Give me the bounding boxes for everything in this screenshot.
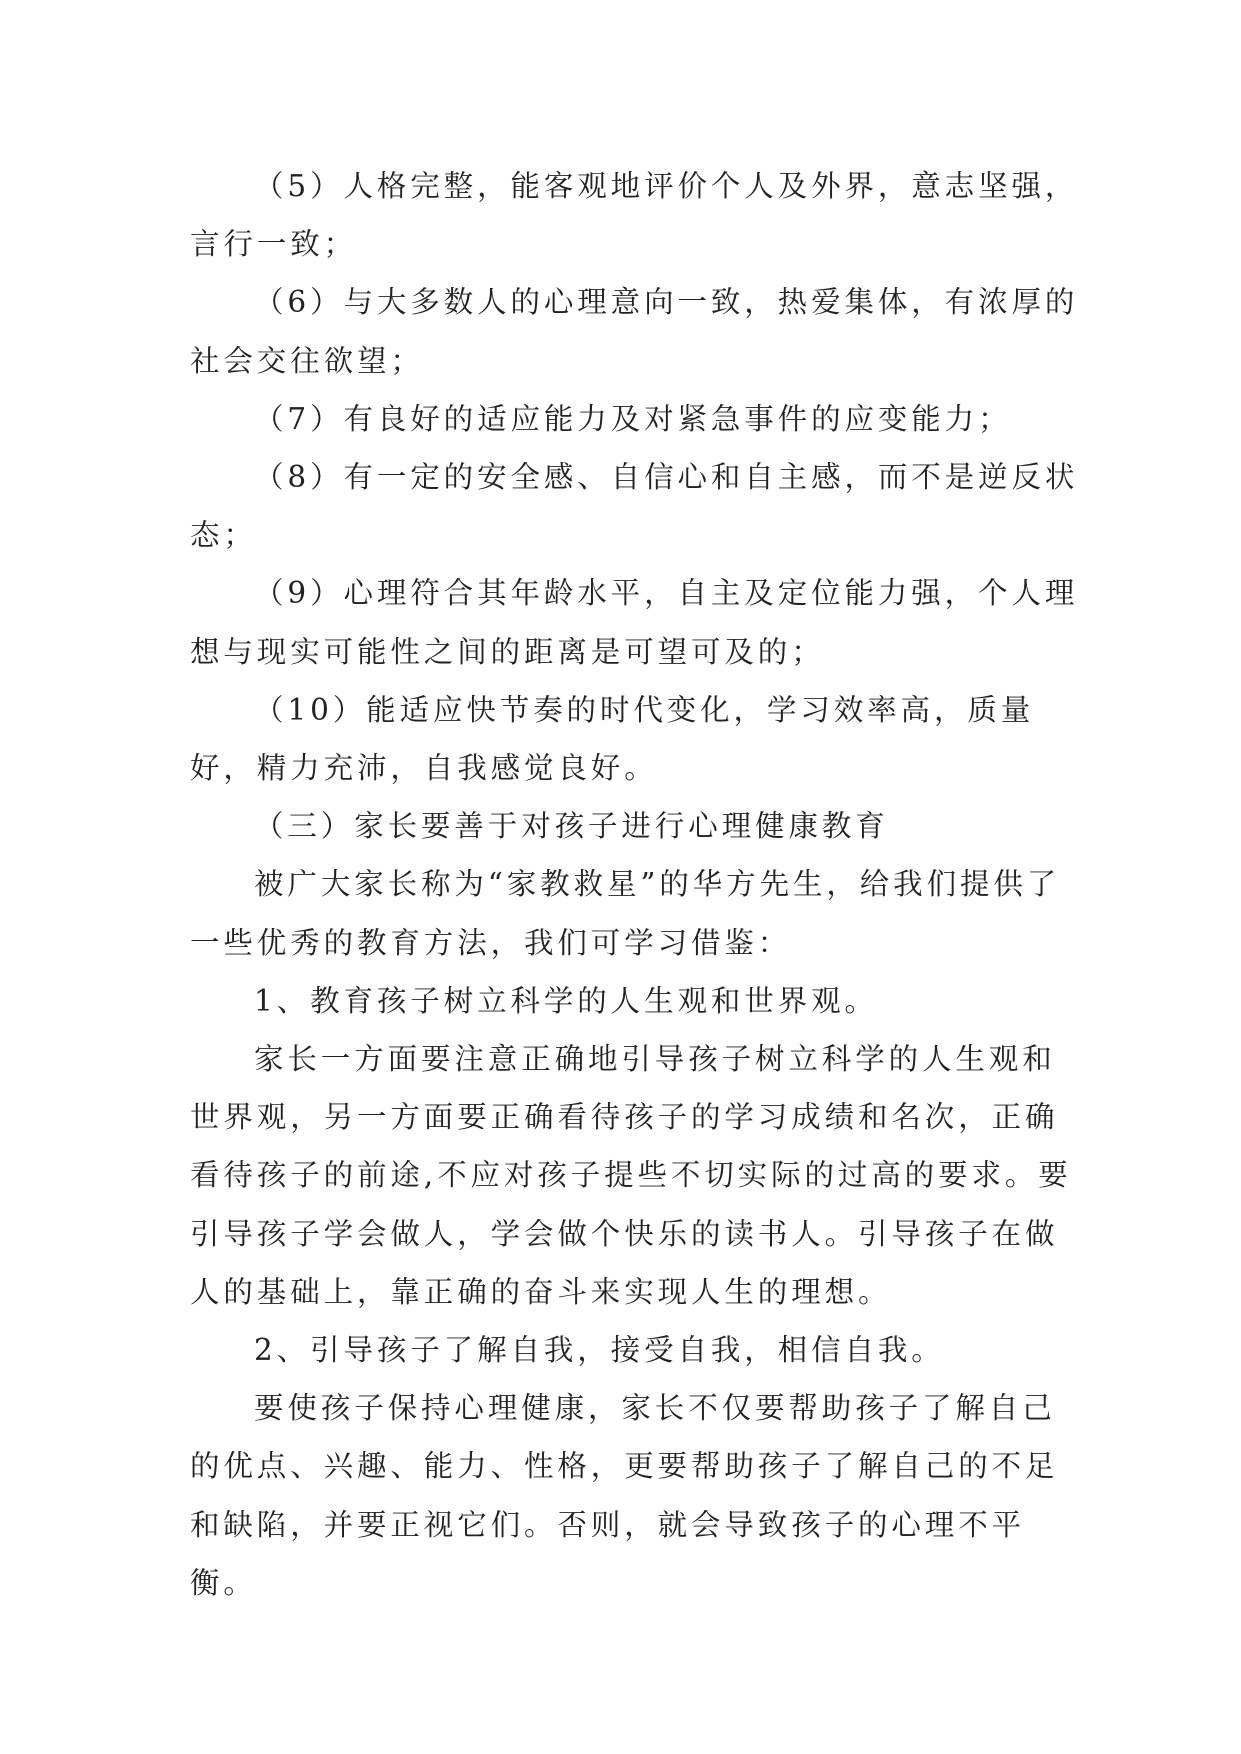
method-1-heading: 1、教育孩子树立科学的人生观和世界观。: [254, 983, 878, 1018]
section-heading: （三）家长要善于对孩子进行心理健康教育: [254, 809, 889, 844]
method-2-body: 要使孩子保持心理健康，家长不仅要帮助孩子了解自己的优点、兴趣、能力、性格，更要帮助孩子了解自己的不足和缺陷，并要正视它们。否则，就会导致孩子的心理不平衡。: [190, 1391, 1059, 1600]
document-body: [190, 157, 1080, 1612]
intro-paragraph: 被广大家长称为“家教救星”的华方先生，给我们提供了一些优秀的教育方法，我们可学习借鉴：: [190, 867, 1061, 960]
criterion-9-paragraph: （9）心理符合其年龄水平，自主及定位能力强，个人理想与现实可能性之间的距离是可望可及的；: [190, 576, 1079, 669]
criterion-8-paragraph: （8）有一定的安全感、自信心和自主感，而不是逆反状态；: [190, 460, 1079, 553]
criterion-7-paragraph: （7）有良好的适应能力及对紧急事件的应变能力；: [254, 401, 1012, 436]
method-2-heading: 2、引导孩子了解自我，接受自我，相信自我。: [254, 1333, 945, 1368]
method-1-body: 家长一方面要注意正确地引导孩子树立科学的人生观和世界观，另一方面要正确看待孩子的学习成绩和名次，正确看待孩子的前途,不应对孩子提些不切实际的过高的要求。要引导孩子学会做人，学会做个快乐的读书人。引导孩子在做人的基础上，靠正确的奋斗来实现人生的理想。: [190, 1042, 1072, 1309]
criterion-5-paragraph: （5）人格完整，能客观地评价个人及外界，意志坚强，言行一致；: [190, 169, 1079, 262]
criterion-6-paragraph: （6）与大多数人的心理意向一致，热爱集体，有浓厚的社会交往欲望；: [190, 285, 1079, 378]
criterion-10-paragraph: （10）能适应快节奏的时代变化，学习效率高，质量好，精力充沛，自我感觉良好。: [190, 692, 1035, 786]
